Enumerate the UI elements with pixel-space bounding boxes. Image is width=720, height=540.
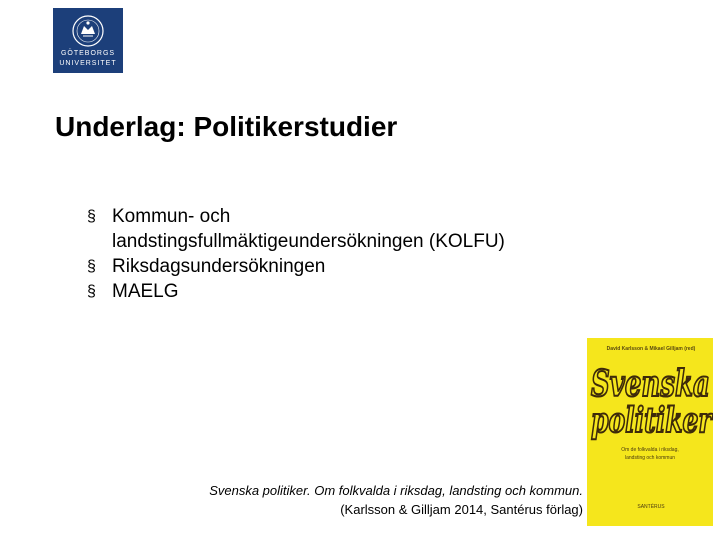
caption-line1: Svenska politiker. Om folkvalda i riksdag, landsting och kommun. [209, 483, 583, 498]
book-cover-image [587, 338, 713, 526]
bullet-text: Riksdagsundersökningen [112, 256, 326, 277]
book-caption [209, 481, 583, 519]
bullet-continuation [87, 229, 505, 254]
bullet-text: MAELG [112, 281, 179, 302]
university-seal-icon [70, 14, 106, 48]
book-authors: David Karlsson & Mikael Gilljam (red) [606, 346, 696, 352]
book-title-line2: politiker [591, 400, 712, 441]
bullet-icon: § [87, 258, 96, 275]
bullet-text: Kommun- och [112, 206, 231, 227]
book-publisher: SANTÉRUS [637, 504, 665, 510]
university-logo [53, 8, 123, 73]
bullet-item [87, 204, 505, 229]
bullet-item [87, 279, 505, 304]
book-title-line1: Svenska [591, 364, 710, 406]
bullet-icon: § [87, 283, 96, 300]
book-subtitle: Om de folkvalda i riksdag, landsting och kommun [621, 447, 679, 461]
caption-line2: (Karlsson & Gilljam 2014, Santérus förlag) [340, 502, 583, 517]
bullet-item [87, 254, 505, 279]
bullet-text: landstingsfullmäktigeundersökningen (KOLFU) [112, 231, 505, 252]
bullet-icon: § [87, 208, 96, 225]
slide-title: Underlag: Politikerstudier [55, 111, 398, 142]
logo-text-line2: UNIVERSITET [59, 60, 117, 67]
logo-text-line1: GÖTEBORGS [60, 50, 116, 57]
bullet-list [87, 204, 505, 304]
